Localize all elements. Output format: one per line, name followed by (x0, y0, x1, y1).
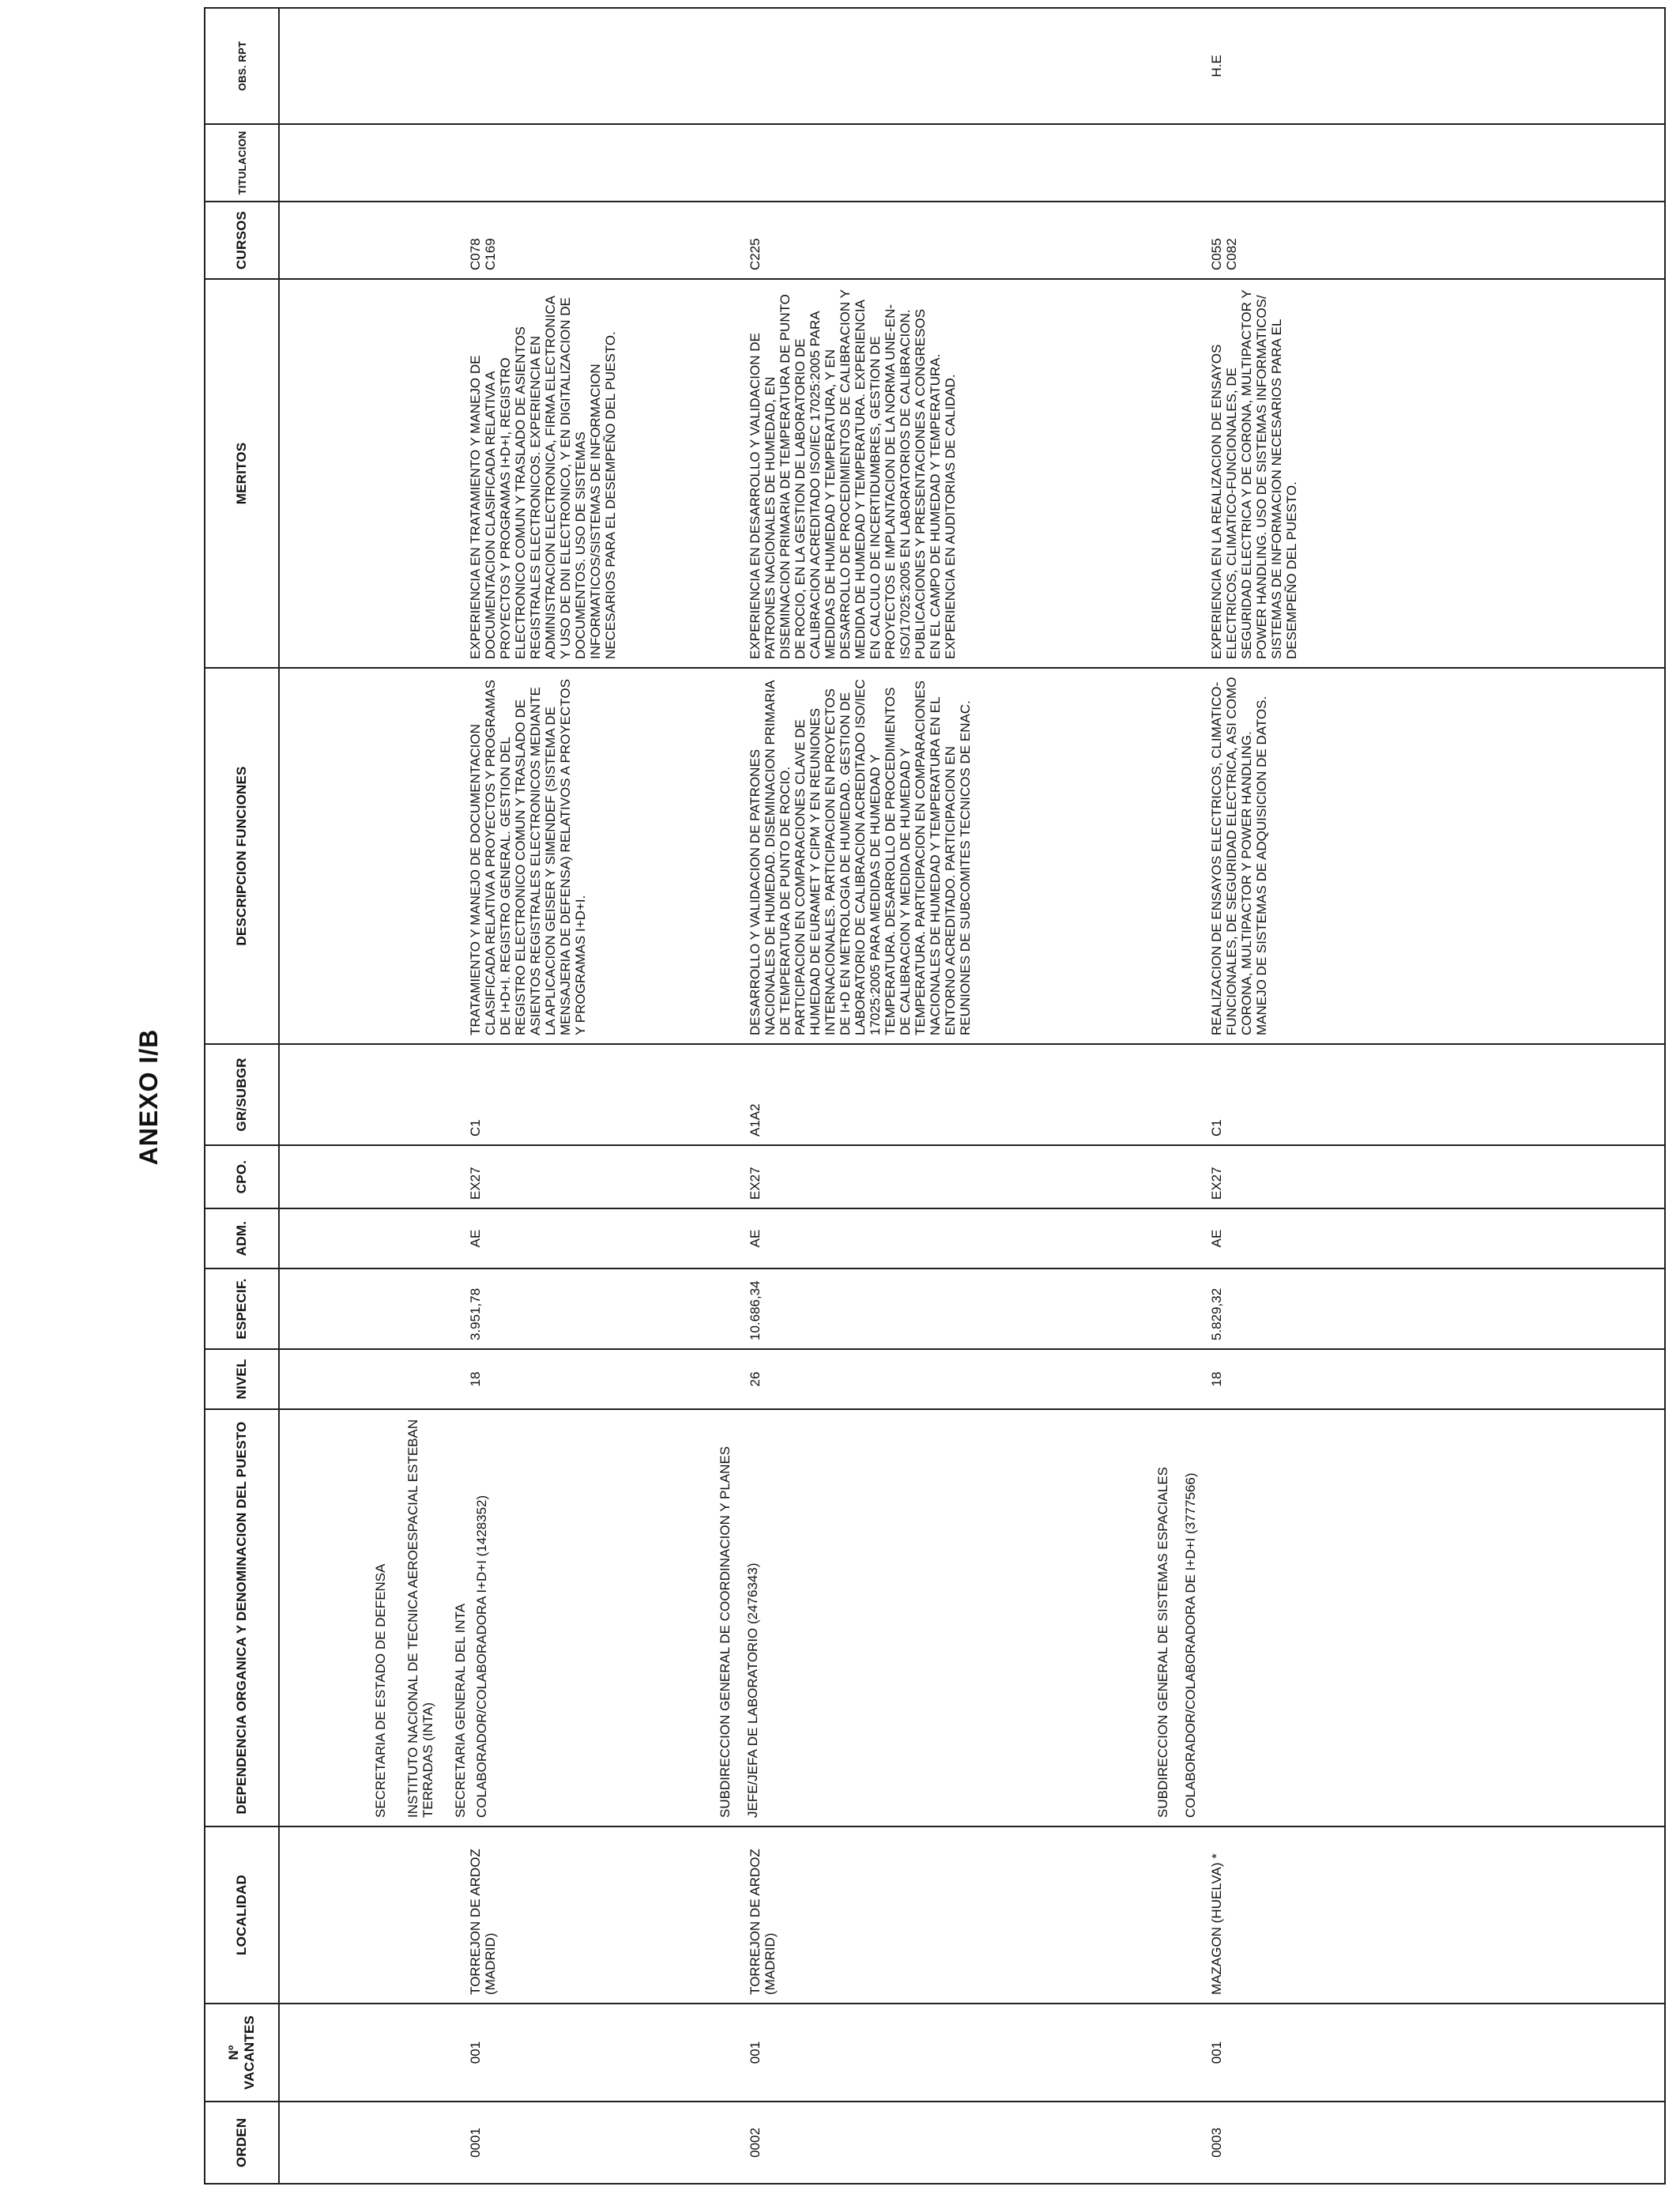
col-orden (279, 2102, 1665, 2184)
cell-localidad-1: TORREJON DE ARDOZ (MADRID) (468, 1849, 498, 1995)
cell-vacantes-2: 001 (748, 2041, 763, 2064)
cell-gr-1: C1 (468, 1119, 483, 1137)
col-header-cursos: CURSOS (205, 202, 279, 279)
cell-dependencia-1 (280, 1418, 741, 1818)
page-title: ANEXO I/B (134, 1028, 163, 1166)
cell-gr-2: A1A2 (748, 1103, 763, 1137)
cell-meritos-3: EXPERIENCIA EN LA REALIZACION DE ENSAYOS ELECTRICOS, CLIMATICO-FUNCIONALES, DE SEGURIDAD ELECTRICA Y DE CORONA, MULTIPACTOR Y POWER HANDLING. USO DE SISTEMAS INFORMATICOS/ SISTEMAS DE INFORMACION NECESARIOS PARA EL DESEMPEÑO DEL PUESTO. (1209, 289, 1299, 659)
col-obs (279, 8, 1665, 124)
positions-table (204, 7, 1666, 2185)
cell-nivel-1: 18 (468, 1371, 483, 1387)
col-funciones (279, 668, 1665, 1044)
cell-vacantes-3: 001 (1209, 2041, 1224, 2064)
col-header-localidad: LOCALIDAD (205, 1826, 279, 2004)
col-header-funciones: DESCRIPCION FUNCIONES (205, 668, 279, 1044)
cell-orden-2: 0002 (748, 2128, 763, 2158)
cell-funciones-3: REALIZACION DE ENSAYOS ELECTRICOS, CLIMATICO-FUNCIONALES, DE SEGURIDAD ELECTRICA, ASI COMO CORONA, MULTIPACTOR Y POWER HANDLING. MANEJO DE SISTEMAS DE ADQUISICION DE DATOS. (1209, 677, 1269, 1035)
cell-funciones-2: DESARROLLO Y VALIDACION DE PATRONES NACIONALES DE HUMEDAD. DISEMINACION PRIMARIA DE TEMPERATURA DE PUNTO DE ROCIO. PARTICIPACION EN COMPARACIONES CLAVE DE HUMEDAD DE EURAMET Y CIPM Y EN REUNIONES INTERNACIONALES. PARTICIPACION EN PROYECTOS DE I+D EN METROLOGIA DE HUMEDAD. GESTION DE LABORATORIO DE CALIBRACION ACREDITADO ISO/IEC 17025:2005 PARA MEDIDAS DE HUMEDAD Y TEMPERATURA. DESARROLLO DE PROCEDIMIENTOS DE CALIBRACION Y MEDIDA DE HUMEDAD Y TEMPERATURA. PARTICIPACION EN COMPARACIONES NACIONALES DE HUMEDAD Y TEMPERATURA EN EL ENTORNO ACREDITADO. PARTICIPACION EN REUNIONES DE SUBCOMITES TECNICOS DE ENAC. (748, 679, 973, 1035)
cell-orden-3: 0003 (1209, 2128, 1224, 2158)
cell-orden-1: 0001 (468, 2128, 483, 2158)
cell-cursos-3: C055 C082 (1209, 238, 1239, 270)
cell-funciones-1: TRATAMIENTO Y MANEJO DE DOCUMENTACION CLASIFICADA RELATIVA A PROYECTOS Y PROGRAMAS DE I+D+I. REGISTRO GENERAL. GESTION DEL REGISTRO ELECTRONICO COMUN Y TRASLADO DE ASIENTOS REGISTRALES ELECTRONICOS MEDIANTE LA APLICACION GEISER Y SIMENDEF (SISTEMA DE MENSAJERIA DE DEFENSA) RELATIVOS A PROYECTOS Y PROGRAMAS I+D+I. (468, 679, 588, 1035)
cell-cpo-2: EX27 (748, 1167, 763, 1200)
position-name-2: JEFE/JEFA DE LABORATORIO (2476343) (745, 1563, 760, 1818)
col-especif (279, 1269, 1665, 1349)
col-titulacion (279, 124, 1665, 202)
cell-titulacion-1 (280, 133, 741, 193)
cell-localidad-3: MAZAGON (HUELVA) * (1209, 1853, 1224, 1995)
cell-dependencia-2 (718, 1418, 1179, 1818)
cell-meritos-2: EXPERIENCIA EN DESARROLLO Y VALIDACION DE PATRONES NACIONALES DE HUMEDAD, EN DISEMINACION PRIMARIA DE TEMPERATURA DE PUNTO DE ROCIO, EN LA GESTION DE LABORATORIO DE CALIBRACION ACREDITADO ISO/IEC 17025:2005 PARA MEDIDAS DE HUMEDAD Y TEMPERATURA, Y EN DESARROLLO DE PROCEDIMIENTOS DE CALIBRACION Y MEDIDA DE HUMEDAD Y TEMPERATURA. EXPERIENCIA EN CALCULO DE INCERTIDUMBRES, GESTION DE PROYECTOS E IMPLANTACION DE LA NORMA UNE-EN-ISO/17025:2005 EN LABORATORIOS DE CALIBRACION. PUBLICACIONES Y PRESENTACIONES A CONGRESOS EN EL CAMPO DE HUMEDAD Y TEMPERATURA. EXPERIENCIA EN AUDITORIAS DE CALIDAD. (748, 289, 958, 659)
cell-nivel-2: 26 (748, 1371, 763, 1387)
cell-adm-2: AE (748, 1229, 763, 1248)
col-dependencia (279, 1409, 1665, 1826)
cell-meritos-1: EXPERIENCIA EN TRATAMIENTO Y MANEJO DE DOCUMENTACION CLASIFICADA RELATIVA A PROYECTOS Y PROGRAMAS I+D+I, REGISTRO ELECTRONICO COMUN Y TRASLADO DE ASIENTOS REGISTRALES ELECTRONICOS. EXPERIENCIA EN ADMINISTRACION ELECTRONICA, FIRMA ELECTRONICA Y USO DE DNI ELECTRONICO, Y EN DIGITALIZACION DE DOCUMENTOS. USO DE SISTEMAS INFORMATICOS/SISTEMAS DE INFORMACION NECESARIOS PARA EL DESEMPEÑO DEL PUESTO. (468, 296, 618, 659)
position-name-1: COLABORADOR/COLABORADORA I+D+I (1428352) (474, 1495, 489, 1818)
cell-cpo-1: EX27 (468, 1167, 483, 1200)
table-header-row (205, 8, 279, 2184)
col-localidad (279, 1826, 1665, 2004)
cell-titulacion-3 (1203, 133, 1664, 193)
cell-cpo-3: EX27 (1209, 1167, 1224, 1200)
cell-nivel-3: 18 (1209, 1371, 1224, 1387)
cell-adm-1: AE (468, 1229, 483, 1248)
col-gr (279, 1044, 1665, 1145)
cell-obs-1 (280, 17, 741, 115)
cell-obs-2 (741, 17, 1203, 115)
cell-dependencia-3 (1155, 1418, 1617, 1818)
cell-cursos-1: C078 C169 (468, 238, 498, 270)
cell-adm-3: AE (1209, 1229, 1224, 1248)
cell-gr-3: C1 (1209, 1119, 1224, 1137)
cell-especif-2: 10.686,34 (748, 1280, 763, 1340)
cell-obs-3: H.E (1209, 55, 1224, 77)
col-header-vacantes: Nº VACANTES (205, 2004, 279, 2102)
col-header-orden: ORDEN (205, 2102, 279, 2184)
col-adm (279, 1208, 1665, 1269)
cell-cursos-2: C225 (748, 238, 763, 270)
unit-secretaria-general: SECRETARIA GENERAL DEL INTA (453, 1603, 468, 1818)
cell-localidad-2: TORREJON DE ARDOZ (MADRID) (748, 1849, 778, 1995)
cell-vacantes-1: 001 (468, 2041, 483, 2064)
col-header-titulacion: TITULACION (205, 124, 279, 202)
subunit-name-2: SUBDIRECCION GENERAL DE COORDINACION Y PLANES (718, 1446, 733, 1818)
col-nivel (279, 1349, 1665, 1409)
col-header-dependencia: DEPENDENCIA ORGANICA Y DENOMINACION DEL PUESTO (205, 1409, 279, 1826)
subunit-name-3: SUBDIRECCION GENERAL DE SISTEMAS ESPACIALES (1155, 1466, 1170, 1818)
cell-especif-3: 5.829,32 (1209, 1287, 1224, 1340)
col-cpo (279, 1145, 1665, 1208)
cell-titulacion-2 (741, 133, 1203, 193)
col-meritos (279, 279, 1665, 668)
col-header-obs: OBS. RPT (205, 8, 279, 124)
table-body-row (279, 8, 1665, 2184)
cell-especif-1: 3.951,78 (468, 1287, 483, 1340)
unit-secretaria-estado: SECRETARIA DE ESTADO DE DEFENSA (373, 1563, 388, 1818)
col-header-nivel: NIVEL (205, 1349, 279, 1409)
col-header-meritos: MERITOS (205, 279, 279, 668)
unit-inta: INSTITUTO NACIONAL DE TECNICA AEROESPACIAL ESTEBAN TERRADAS (INTA) (405, 1419, 435, 1818)
col-header-gr: GR/SUBGR (205, 1044, 279, 1145)
position-name-3: COLABORADOR/COLABORADORA DE I+D+I (3777566) (1183, 1472, 1198, 1818)
col-vacantes (279, 2004, 1665, 2102)
col-header-especif: ESPECIF. (205, 1269, 279, 1349)
col-cursos (279, 202, 1665, 279)
col-header-adm: ADM. (205, 1208, 279, 1269)
col-header-cpo: CPO. (205, 1145, 279, 1208)
